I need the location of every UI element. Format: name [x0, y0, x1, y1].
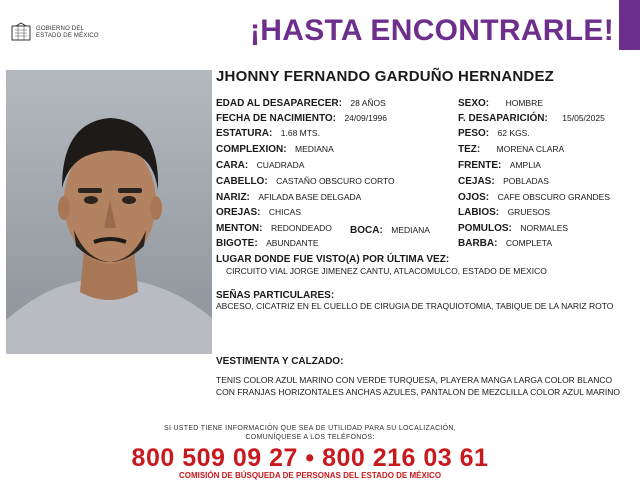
field-build	[216, 142, 334, 156]
field-value: CUADRADA	[256, 160, 305, 170]
person-photo-image	[6, 70, 212, 354]
logo-text	[36, 26, 99, 40]
field-value: ABUNDANTE	[266, 238, 319, 248]
field-label: PESO:	[458, 128, 490, 139]
field-hair	[216, 174, 395, 188]
field-label: COMPLEXION:	[216, 144, 287, 155]
field-disappearance-date	[458, 111, 605, 125]
field-eyebrows	[458, 174, 549, 188]
field-complexion	[458, 142, 564, 156]
field-label: NARIZ:	[216, 192, 250, 203]
field-eyes	[458, 190, 610, 204]
field-value: MEDIANA	[391, 225, 430, 235]
field-mustache	[216, 236, 319, 250]
field-value: GRUESOS	[507, 207, 551, 217]
field-value: 62 KGS.	[497, 128, 530, 138]
field-height	[216, 126, 320, 140]
field-value: REDONDEADO	[270, 223, 332, 233]
field-value: CAFE OBSCURO GRANDES	[497, 192, 610, 202]
field-forehead	[458, 158, 541, 172]
field-label: CABELLO:	[216, 176, 268, 187]
phone-numbers: 800 509 09 27 • 800 216 03 61	[131, 444, 489, 472]
field-age	[216, 96, 386, 110]
field-mouth	[350, 223, 430, 237]
field-birth-date	[216, 111, 387, 125]
marks-text: ABCESO, CICATRIZ EN EL CUELLO DE CIRUGIA DE TRAQUIOTOMIA, TABIQUE DE LA NARIZ ROTO	[216, 301, 614, 311]
field-label: TEZ:	[458, 144, 481, 155]
field-label: POMULOS:	[458, 223, 512, 234]
commission-name: COMISIÓN DE BÚSQUEDA DE PERSONAS DEL ESTADO DE MÉXICO	[178, 471, 442, 480]
field-label: FRENTE:	[458, 160, 502, 171]
field-value: COMPLETA	[505, 238, 553, 248]
field-nose	[216, 190, 361, 204]
field-label: BARBA:	[458, 238, 498, 249]
state-government-logo	[10, 22, 130, 46]
field-label: OREJAS:	[216, 207, 261, 218]
field-sex	[458, 96, 543, 110]
last-seen-title: LUGAR DONDE FUE VISTO(A) POR ÚLTIMA VEZ:	[216, 254, 450, 265]
contact-note-line-1: SI USTED TIENE INFORMACIÓN QUE SEA DE UTILIDAD PARA SU LOCALIZACIÓN,	[163, 425, 457, 432]
field-ears	[216, 205, 301, 219]
field-label: F. DESAPARICIÓN:	[458, 113, 548, 124]
field-value: MORENA CLARA	[496, 144, 565, 154]
field-value: HOMBRE	[505, 98, 543, 108]
field-label: CARA:	[216, 160, 249, 171]
field-value: POBLADAS	[503, 176, 549, 186]
field-value: 1.68 MTS.	[280, 128, 320, 138]
last-seen-text: CIRCUITO VIAL JORGE JIMENEZ CANTU, ATLACOMULCO, ESTADO DE MEXICO	[226, 266, 547, 276]
coat-of-arms-icon	[10, 22, 32, 44]
marks-title: SEÑAS PARTICULARES:	[216, 290, 335, 301]
field-label: ESTATURA:	[216, 128, 273, 139]
logo-line-2: ESTADO DE MÉXICO	[36, 33, 99, 39]
person-name: JHONNY FERNANDO GARDUÑO HERNANDEZ	[216, 68, 555, 85]
headline-accent-bar	[619, 0, 640, 50]
clothing-text: TENIS COLOR AZUL MARINO CON VERDE TURQUESA, PLAYERA MANGA LARGA COLOR BLANCO CON FRANJAS HORIZONTALES ANCHAS AZULES, PANTALON DE MEZCLILLA COLOR AZUL MARINO	[216, 375, 620, 397]
person-photo	[6, 70, 212, 354]
field-beard	[458, 236, 552, 250]
logo-line-1: GOBIERNO DEL	[36, 26, 85, 32]
field-chin	[216, 221, 332, 235]
field-label: SEXO:	[458, 98, 490, 109]
field-label: LABIOS:	[458, 207, 500, 218]
field-label: OJOS:	[458, 192, 490, 203]
field-label: BOCA:	[350, 225, 383, 236]
field-label: BIGOTE:	[216, 238, 258, 249]
field-value: CASTAÑO OBSCURO CORTO	[276, 176, 395, 186]
field-cheekbones	[458, 221, 568, 235]
field-label: CEJAS:	[458, 176, 495, 187]
field-value: 28 AÑOS	[350, 98, 386, 108]
contact-note-line-2: COMUNÍQUESE A LOS TELÉFONOS:	[245, 434, 375, 441]
headline: ¡HASTA ENCONTRARLE!	[250, 14, 615, 47]
field-value: CHICAS	[268, 207, 302, 217]
field-value: 15/05/2025	[562, 113, 605, 123]
field-lips	[458, 205, 550, 219]
field-weight	[458, 126, 530, 140]
field-label: MENTON:	[216, 223, 263, 234]
field-value: MEDIANA	[295, 144, 334, 154]
field-value: 24/09/1996	[344, 113, 387, 123]
field-value: AFILADA BASE DELGADA	[258, 192, 362, 202]
field-label: FECHA DE NACIMIENTO:	[216, 113, 336, 124]
field-face	[216, 158, 304, 172]
field-value: AMPLIA	[509, 160, 541, 170]
field-label: EDAD AL DESAPARECER:	[216, 98, 342, 109]
field-value: NORMALES	[520, 223, 569, 233]
clothing-title: VESTIMENTA Y CALZADO:	[216, 356, 344, 367]
